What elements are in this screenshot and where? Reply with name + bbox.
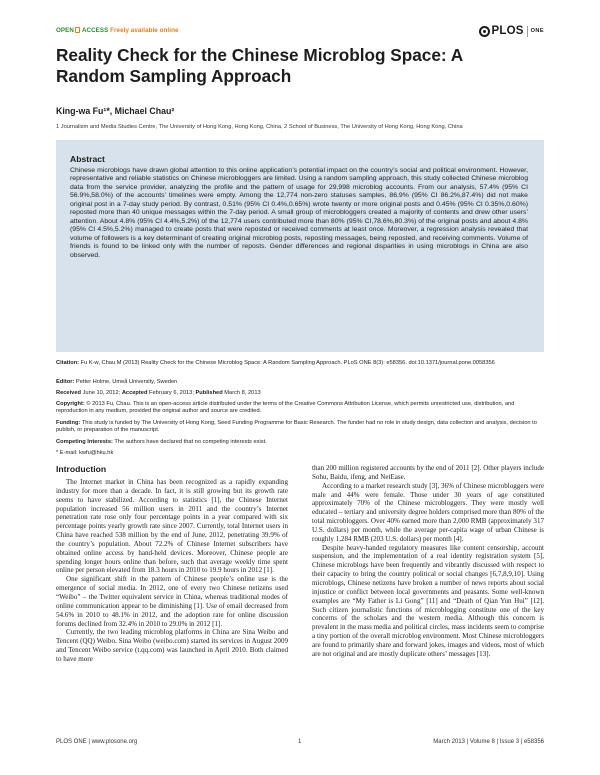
email-text[interactable]: * E-mail: kwfu@hku.hk: [56, 450, 114, 456]
access-label: ACCESS: [81, 27, 109, 34]
top-bar: [56, 26, 544, 40]
intro-paragraph-4: than 200 million registered accounts by the end of 2011 [2]. Other players include Sohu, Baidu, ifeng, and NetEase.: [312, 464, 544, 481]
copyright-line: [56, 401, 544, 416]
intro-paragraph-5: According to a market research study [3], 36% of Chinese microbloggers were male and 44% were female. Those under 30 years of age constituted approximately 70% of the Chinese microbloggers. They were mostly well educated – tertiary and university degree holders comprised more than 80% of the total microbloggers. Over 40% earned more than 2,000 RMB (approximately 317 U.S. dollars) per month, while the average per-capita wage of urban Chinese is roughly 1,284 RMB (203 U.S. dollars) per month [4].: [312, 481, 544, 543]
footer-journal[interactable]: PLOS ONE | www.plosone.org: [56, 739, 138, 745]
logo-divider: [527, 26, 528, 37]
received-date: June 10, 2012;: [82, 390, 121, 396]
email-line: [56, 450, 544, 457]
logo-plos-text: PLOS: [491, 25, 524, 37]
affiliations: 1 Journalism and Media Studies Centre, The University of Hong Kong, Hong Kong, China, 2 School of Business, The University of Hong Kong, Hong Kong, China: [56, 124, 463, 130]
open-access-banner: [56, 27, 179, 34]
editor-line: [56, 379, 544, 386]
intro-paragraph-2: One significant shift in the pattern of Chinese people’s online use is the emergence of social media. In 2012, one of every two Chinese netizens used “Weibo” – the Twitter equivalent service in China, whereas traditional modes of online communication appear to be diminishing [1]. Use of email decreased from 54.6% in 2010 to 48.1% in 2012, and the adoption rate for online discussion forums declined from 32.4% in 2010 to 29.0% in 2012 [1].: [56, 575, 288, 628]
funding-label: Funding:: [56, 420, 81, 426]
competing-text: The authors have declared that no competing interests exist.: [114, 439, 267, 445]
funding-line: [56, 420, 544, 435]
abstract-box: [56, 140, 544, 352]
received-label: Received: [56, 390, 81, 396]
footer-page-number: 1: [298, 739, 302, 745]
copyright-label: Copyright:: [56, 401, 85, 407]
article-title: Reality Check for the Chinese Microblog Space: A Random Sampling Approach: [56, 45, 463, 86]
accepted-date: February 6, 2013;: [149, 390, 194, 396]
intro-paragraph-6: Despite heavy-handed regulatory measures like content censorship, account suspension, and the implementation of a real identity registration system [5], Chinese microblogs have been frequently and vibrantly discussed with respect to their capacity to bring the country political or social changes [6,7,8,9,10]. Using microblogs, Chinese netizens have broken a number of news reports about social injustice or conflict between local governments and peasants. Some well-known examples are “My Father is Li Gong” [11] and “Death of Qian Yun Hui” [12]. Such citizen journalistic functions of microblogging constitute one of the key concerns of the scholars and the western media. Although this concern is prevalent in the mass media and political circles, mass incidents seem to comprise a tiny portion of the overall microblog environment. Most Chinese microbloggers are found to primarily share and forward jokes, images and videos, most of which are not original and are mostly duplicate others’ messages [13].: [312, 543, 544, 658]
intro-paragraph-3: Currently, the two leading microblog platforms in China are Sina Weibo and Tencent (QQ) Weibo. Sina Weibo (weibo.com) started its services in August 2009 and Tencent Weibo service (t.qq.com) was launched in April 2010. Both claimed to have more: [56, 628, 288, 663]
author-list: King-wa Fu¹*, Michael Chau²: [56, 106, 175, 116]
dates-line: [56, 390, 544, 397]
intro-paragraph-1: The Internet market in China has been recognized as a rapidly expanding industry for more than a decade. In fact, it is still growing but its growth rate seems to have stabilized. According to statistics [1], the Chinese Internet population increased 56 million users in 2011 and the country’s Internet penetration rate rose only four percentage points in a year compared with six percentage points yearly growth rate since 2007. Currently, total Internet users in China have reached 538 million by the end of June, 2012, penetrating 39.9% of the country’s population. About 72.2% of Chinese Internet subscribers have obtained online access by hand-held devices. Moreover, Chinese people are spending longer hours online than before, such that average weekly time spent online per person elevated from 18.3 hours in 2010 to 19.9 hours in 2012 [1].: [56, 478, 288, 575]
citation-text: Fu K-w, Chau M (2013) Reality Check for the Chinese Microblog Space: A Random Sampling Approach. PLoS ONE 8(3): e58356. doi:10.1371/journal.pone.0058356: [80, 360, 495, 366]
abstract-heading: Abstract: [70, 154, 105, 164]
citation: [56, 360, 544, 367]
copyright-text: © 2013 Fu, Chau. This is an open-access article distributed under the terms of the Creative Commons Attribution License, which permits unrestricted use, distribution, and reproduction in any medium, provided the original author and source are credited.: [56, 401, 515, 415]
plos-one-logo[interactable]: [479, 24, 544, 38]
abstract-text: Chinese microblogs have drawn global attention to this online application’s potential impact on the country’s social and political environment. However, representative and reliable statistics on Chinese microbloggers are limited. Using a random sampling approach, this study collected Chinese microblog data from the service provider, analyzing the profile and the pattern of usage for 29,998 microblog accounts. From our analysis, 57.4% (95% CI 56.9%,58.0%) of the accounts’ timelines were empty. Among the 12,774 non-zero statuses samples, 86.9% (95% CI 86.2%,87.4%) did not make original post in a 7-day study period. By contrast, 0.51% (95% CI 0.4%,0.65%) wrote twenty or more original posts and 0.45% (95% CI 0.35%,0.60%) reposted more than 40 unique messages within the 7-day period. A small group of microbloggers created a majority of contents and drew other users’ attention. About 4.8% (95% CI 4.4%,5.2%) of the 12,774 users contributed more than 80% (95% CI,78.6%,80.3%) of the original posts and about 4.8% (95% CI 4.5%,5.2%) managed to create posts that were reposted or received comments at least once. Moreover, a regression analysis revealed that volume of followers is a key determinant of creating original microblog posts, reposting messages, being reposted, and receiving comments. Volume of friends is found to be linked only with the number of reposts. Gender differences and regional disparities in using microblogs in China are also observed.: [70, 167, 528, 259]
funding-text: This study is funded by The University of Hong Kong, Seed Funding Programme for Basic Research. The funder had no role in study design, data collection and analysis, decision to publish, or preparation of the manuscript.: [56, 420, 537, 434]
introduction-heading: Introduction: [56, 464, 107, 474]
citation-label: Citation:: [56, 360, 80, 366]
footer-issue: March 2013 | Volume 8 | Issue 3 | e58356: [433, 739, 544, 745]
freely-available-label: Freely available online: [110, 27, 179, 34]
published-label: Published: [195, 390, 223, 396]
plos-logo-icon: [479, 26, 490, 37]
body-column-right: [312, 464, 544, 659]
editor-text: Petter Holme, Umeå University, Sweden: [75, 379, 178, 385]
accepted-label: Accepted: [121, 390, 148, 396]
open-access-lock-icon: [75, 27, 80, 33]
competing-interests-line: [56, 439, 544, 446]
competing-label: Competing Interests:: [56, 439, 113, 445]
published-date: March 8, 2013: [224, 390, 261, 396]
editor-label: Editor:: [56, 379, 75, 385]
logo-one-text: ONE: [530, 28, 544, 34]
open-label: OPEN: [56, 27, 74, 34]
body-column-left: [56, 478, 288, 664]
